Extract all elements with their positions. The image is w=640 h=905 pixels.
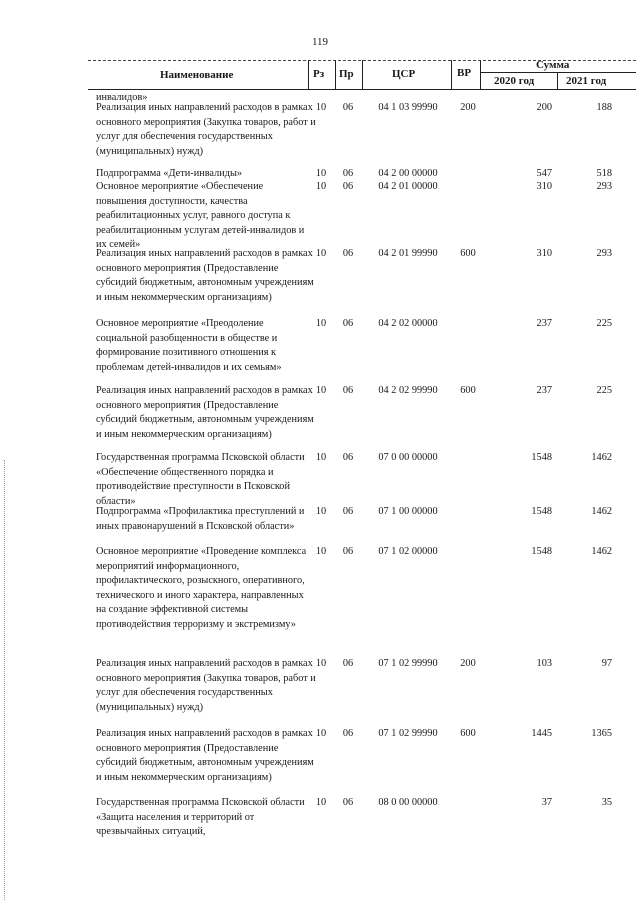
row-csr: 04 2 01 00000: [378, 181, 438, 192]
row-pr: 06: [342, 385, 354, 396]
row-sum-2021: 293: [596, 248, 612, 259]
col-divider: [557, 72, 558, 89]
header-rz: Рз: [313, 68, 325, 80]
row-rz: 10: [315, 658, 327, 669]
header-pr: Пр: [339, 68, 354, 80]
row-sum-2020: 310: [536, 248, 552, 259]
col-divider: [362, 60, 363, 89]
row-sum-2020: 103: [536, 658, 552, 669]
header-name: Наименование: [160, 69, 234, 81]
row-name: Подпрограмма «Профилактика преступлений и иных правонарушений в Псковской области»: [96, 506, 305, 532]
row-name: инвалидов»: [96, 92, 148, 103]
row-name: Государственная программа Псковской области «Защита населения и территорий от чрезвычайных ситуаций,: [96, 797, 305, 837]
row-name: Реализация иных направлений расходов в рамках основного мероприятия (Закупка товаров, работ и услуг для обеспечения государственных (муниципальных) нужд): [96, 102, 316, 157]
row-name: Реализация иных направлений расходов в рамках основного мероприятия (Предоставление субсидий бюджетным, автономным учреждениям и иным некоммерческим организациям): [96, 385, 314, 440]
row-pr: 06: [342, 658, 354, 669]
row-sum-2021: 1462: [591, 452, 612, 463]
row-csr: 08 0 00 00000: [378, 797, 438, 808]
row-vr: 600: [460, 248, 476, 259]
row-sum-2021: 97: [601, 658, 612, 669]
row-name: Реализация иных направлений расходов в рамках основного мероприятия (Предоставление субсидий бюджетным, автономным учреждениям и иным некоммерческим организациям): [96, 728, 314, 783]
header-vr: ВР: [457, 67, 472, 79]
row-sum-2021: 225: [596, 318, 612, 329]
row-csr: 07 1 00 00000: [378, 506, 438, 517]
row-vr: 200: [460, 658, 476, 669]
row-vr: 600: [460, 728, 476, 739]
row-name: Основное мероприятие «Проведение комплекса мероприятий информационного, профилактического, розыскного, оперативного, технического и иного характера, направленных на создание эффективной системы противодействия терроризму и экстремизму»: [96, 546, 307, 630]
header-csr: ЦСР: [392, 68, 416, 80]
row-name: Основное мероприятие «Преодоление социальной разобщенности в обществе и формирование позитивного отношения к проблемам детей-инвалидов и их семьям»: [96, 318, 282, 373]
row-csr: 04 2 02 00000: [378, 318, 438, 329]
row-sum-2021: 1462: [591, 546, 612, 557]
row-rz: 10: [315, 797, 327, 808]
row-pr: 06: [342, 452, 354, 463]
row-pr: 06: [342, 102, 354, 113]
row-name: Основное мероприятие «Обеспечение повышения доступности, качества реабилитационных услуг, равного доступа к реабилитационным услугам детей-инвалидов и их семей»: [96, 181, 305, 250]
header-bottom-border: [88, 89, 636, 90]
row-csr: 07 1 02 99990: [378, 728, 438, 739]
row-sum-2020: 1548: [531, 546, 552, 557]
row-vr: 600: [460, 385, 476, 396]
sum-divider: [480, 72, 636, 73]
col-divider: [480, 60, 481, 89]
row-sum-2020: 1445: [531, 728, 552, 739]
row-sum-2021: 518: [596, 168, 612, 179]
scan-edge-mark: [4, 460, 5, 900]
row-rz: 10: [315, 181, 327, 192]
row-rz: 10: [315, 506, 327, 517]
row-rz: 10: [315, 452, 327, 463]
row-sum-2021: 1365: [591, 728, 612, 739]
row-sum-2020: 1548: [531, 506, 552, 517]
row-pr: 06: [342, 506, 354, 517]
row-pr: 06: [342, 168, 354, 179]
row-pr: 06: [342, 546, 354, 557]
page-number: 119: [311, 36, 329, 48]
row-rz: 10: [315, 385, 327, 396]
row-pr: 06: [342, 728, 354, 739]
row-csr: 04 2 02 99990: [378, 385, 438, 396]
row-csr: 07 0 00 00000: [378, 452, 438, 463]
col-divider: [451, 60, 452, 89]
row-sum-2020: 237: [536, 385, 552, 396]
col-divider: [308, 60, 309, 89]
row-csr: 07 1 02 00000: [378, 546, 438, 557]
header-sum: Сумма: [536, 59, 570, 71]
row-sum-2020: 200: [536, 102, 552, 113]
row-sum-2020: 37: [541, 797, 552, 808]
row-sum-2021: 188: [596, 102, 612, 113]
row-pr: 06: [342, 181, 354, 192]
row-sum-2020: 547: [536, 168, 552, 179]
row-sum-2020: 237: [536, 318, 552, 329]
row-sum-2021: 35: [601, 797, 612, 808]
row-rz: 10: [315, 168, 327, 179]
row-csr: 04 2 01 99990: [378, 248, 438, 259]
row-csr: 04 2 00 00000: [378, 168, 438, 179]
header-year-2021: 2021 год: [566, 75, 607, 87]
row-sum-2020: 1548: [531, 452, 552, 463]
row-csr: 04 1 03 99990: [378, 102, 438, 113]
row-rz: 10: [315, 102, 327, 113]
row-name: Государственная программа Псковской области «Обеспечение общественного порядка и противодействие преступности в Псковской области»: [96, 452, 305, 507]
row-name: Реализация иных направлений расходов в рамках основного мероприятия (Предоставление субсидий бюджетным, автономным учреждениям и иным некоммерческим организациям): [96, 248, 314, 303]
row-rz: 10: [315, 728, 327, 739]
row-pr: 06: [342, 797, 354, 808]
row-csr: 07 1 02 99990: [378, 658, 438, 669]
row-sum-2021: 1462: [591, 506, 612, 517]
header-year-2020: 2020 год: [494, 75, 535, 87]
row-rz: 10: [315, 546, 327, 557]
row-sum-2021: 293: [596, 181, 612, 192]
col-divider: [335, 60, 336, 89]
row-pr: 06: [342, 318, 354, 329]
row-pr: 06: [342, 248, 354, 259]
row-name: Подпрограмма «Дети-инвалиды»: [96, 168, 243, 179]
row-rz: 10: [315, 248, 327, 259]
row-sum-2021: 225: [596, 385, 612, 396]
row-sum-2020: 310: [536, 181, 552, 192]
row-rz: 10: [315, 318, 327, 329]
row-name: Реализация иных направлений расходов в рамках основного мероприятия (Закупка товаров, работ и услуг для обеспечения государственных (муниципальных) нужд): [96, 658, 316, 713]
row-vr: 200: [460, 102, 476, 113]
